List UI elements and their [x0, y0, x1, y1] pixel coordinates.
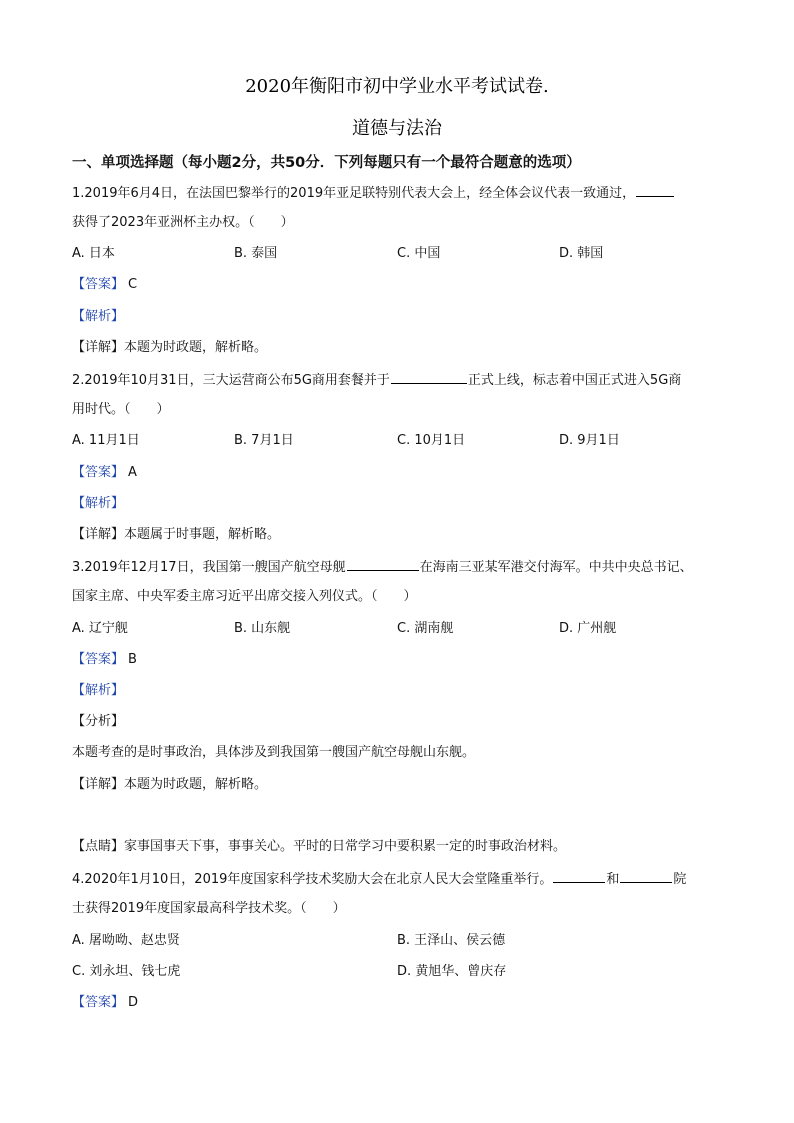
q3-text-1a: 3.2019年12月17日，我国第一艘国产航空母舰	[72, 560, 346, 575]
q1-detail-text: 本题为时政题，解析略。	[124, 340, 268, 355]
q2-blank	[391, 371, 467, 384]
q4-answer-value: D	[128, 995, 139, 1010]
q2-stem-line1	[72, 371, 681, 389]
q2-text-1b: 正式上线，标志着中国正式进入5G商	[467, 373, 682, 388]
q3-analysis	[72, 683, 124, 699]
q3-comment-text: 家事国事天下事，事事关心。平时的日常学习中要积累一定的时事政治材料。	[124, 839, 567, 854]
answer-label: 【答案】	[72, 277, 125, 292]
q1-stem-line2: 获得了2023年亚洲杯主办权。（ ）	[72, 215, 294, 230]
q3-blank	[347, 558, 419, 571]
q2-analysis	[72, 496, 124, 512]
q4-stem-line2: 士获得2019年度国家最高科学技术奖。（ ）	[72, 901, 346, 916]
q3-stem-line2: 国家主席、中央军委主席习近平出席交接入列仪式。（ ）	[72, 589, 417, 604]
q1-option-c: C. 中国	[397, 246, 441, 261]
q4-blank-2	[620, 870, 672, 883]
analysis-label: 【解析】	[72, 683, 125, 698]
q3-stem-line1	[72, 558, 693, 576]
q3-breakdown	[72, 714, 124, 730]
analysis-label: 【解析】	[72, 309, 125, 324]
breakdown-label: 【分析】	[72, 714, 125, 729]
q3-option-a: A. 辽宁舰	[72, 621, 128, 636]
q2-option-d: D. 9月1日	[559, 433, 620, 448]
q3-detail	[72, 777, 267, 793]
q2-detail	[72, 527, 280, 543]
q4-text-1c: 院	[673, 872, 687, 887]
q3-answer	[72, 652, 137, 668]
answer-label: 【答案】	[72, 652, 125, 667]
q2-stem-line2: 用时代。（ ）	[72, 402, 170, 417]
q2-detail-text: 本题属于时事题，解析略。	[124, 527, 281, 542]
q1-option-a: A. 日本	[72, 246, 115, 261]
q3-option-c: C. 湖南舰	[397, 621, 454, 636]
q3-comment	[72, 839, 566, 855]
q1-detail	[72, 340, 267, 356]
comment-label: 【点睛】	[72, 839, 125, 854]
q1-option-b: B. 泰国	[234, 246, 278, 261]
answer-label: 【答案】	[72, 995, 125, 1010]
page-subtitle: 道德与法治	[352, 118, 442, 139]
q1-answer	[72, 277, 137, 293]
q2-text-1a: 2.2019年10月31日，三大运营商公布5G商用套餐并于	[72, 373, 390, 388]
analysis-label: 【解析】	[72, 496, 125, 511]
q4-stem-line1	[72, 870, 686, 888]
q4-option-d: D. 黄旭华、曾庆存	[397, 964, 507, 979]
q3-option-b: B. 山东舰	[234, 621, 291, 636]
q4-option-b: B. 王泽山、侯云德	[397, 933, 506, 948]
q1-analysis	[72, 309, 124, 325]
q4-text-1a: 4.2020年1月10日，2019年度国家科学技术奖励大会在北京人民大会堂隆重举行。	[72, 872, 553, 887]
q3-option-d: D. 广州舰	[559, 621, 617, 636]
q1-stem-line1	[72, 184, 675, 202]
q2-option-a: A. 11月1日	[72, 433, 140, 448]
q4-text-1b: 和	[606, 872, 620, 887]
q4-option-a: A. 屠呦呦、赵忠贤	[72, 933, 180, 948]
q3-breakdown-text: 本题考查的是时事政治，具体涉及到我国第一艘国产航空母舰山东舰。	[72, 745, 476, 760]
answer-label: 【答案】	[72, 465, 125, 480]
q1-blank	[636, 184, 674, 197]
q3-detail-text: 本题为时政题，解析略。	[124, 777, 268, 792]
q1-text-1: 1.2019年6月4日，在法国巴黎举行的2019年亚足联特别代表大会上，经全体会议代表一致通过，	[72, 186, 636, 201]
q4-answer	[72, 995, 138, 1011]
q2-option-b: B. 7月1日	[234, 433, 294, 448]
q2-answer-value: A	[128, 465, 137, 480]
page-title: 2020年衡阳市初中学业水平考试试卷.	[245, 76, 549, 97]
q3-text-1b: 在海南三亚某军港交付海军。中共中央总书记、	[419, 560, 693, 575]
q4-blank-1	[553, 870, 605, 883]
detail-label: 【详解】	[72, 527, 125, 542]
q4-option-c: C. 刘永坦、钱七虎	[72, 964, 181, 979]
q2-option-c: C. 10月1日	[397, 433, 466, 448]
q3-answer-value: B	[128, 652, 137, 667]
detail-label: 【详解】	[72, 777, 125, 792]
section-heading: 一、单项选择题（每小题2分，共50分．下列每题只有一个最符合题意的选项）	[72, 155, 581, 171]
detail-label: 【详解】	[72, 340, 125, 355]
q1-answer-value: C	[128, 277, 138, 292]
q2-answer	[72, 465, 137, 481]
q1-option-d: D. 韩国	[559, 246, 604, 261]
